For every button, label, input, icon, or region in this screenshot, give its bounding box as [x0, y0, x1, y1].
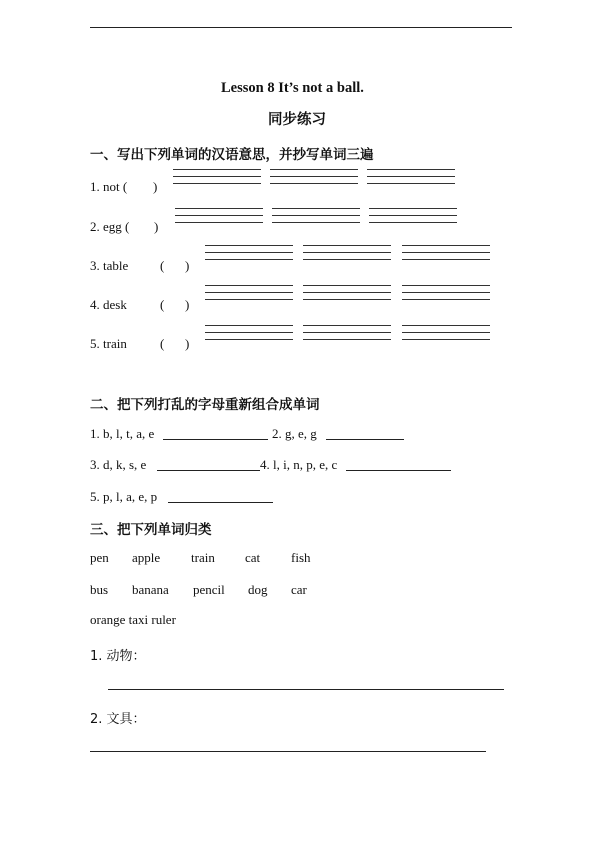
header-rule	[90, 27, 512, 28]
word-car: car	[291, 582, 307, 597]
page-subtitle: 同步练习	[268, 112, 326, 128]
scramble-1-answer-line[interactable]	[163, 439, 268, 440]
section-3-heading: 三、把下列单词归类	[90, 522, 212, 538]
word-pencil: pencil	[193, 582, 225, 597]
item-1-label: 1. not (	[90, 179, 128, 194]
item-3-open-paren: (	[160, 258, 165, 273]
copy-lines-3a[interactable]	[205, 245, 293, 266]
word-pen: pen	[90, 550, 109, 565]
scramble-4-letters: 4. l, i, n, p, e, c	[260, 457, 338, 472]
scramble-5-answer-line[interactable]	[168, 502, 273, 503]
copy-lines-3c[interactable]	[402, 245, 490, 266]
copy-lines-3b[interactable]	[303, 245, 391, 266]
word-bus: bus	[90, 582, 109, 597]
word-list-extra: orange taxi ruler	[90, 612, 176, 627]
section-1-heading: 一、写出下列单词的汉语意思，并抄写单词三遍	[90, 147, 374, 163]
word-banana: banana	[132, 582, 169, 597]
copy-lines-4a[interactable]	[205, 285, 293, 306]
copy-lines-5a[interactable]	[205, 325, 293, 346]
item-3-close-paren: )	[185, 258, 190, 273]
item-4-open-paren: (	[160, 297, 165, 312]
copy-lines-4c[interactable]	[402, 285, 490, 306]
word-dog: dog	[248, 582, 268, 597]
copy-lines-5c[interactable]	[402, 325, 490, 346]
item-5-label: 5. train	[90, 336, 127, 351]
scramble-2-answer-line[interactable]	[326, 439, 404, 440]
scramble-3-answer-line[interactable]	[157, 470, 260, 471]
scramble-3-letters: 3. d, k, s, e	[90, 457, 147, 472]
word-fish: fish	[291, 550, 311, 565]
item-5-open-paren: (	[160, 336, 165, 351]
item-3-label: 3. table	[90, 258, 129, 273]
copy-lines-1b[interactable]	[270, 169, 358, 190]
word-cat: cat	[245, 550, 261, 565]
category-stationery-label: 2. 文具：	[90, 712, 146, 727]
copy-lines-2c[interactable]	[369, 208, 457, 229]
item-4-close-paren: )	[185, 297, 190, 312]
word-train: train	[191, 550, 215, 565]
copy-lines-4b[interactable]	[303, 285, 391, 306]
copy-lines-1c[interactable]	[367, 169, 455, 190]
item-1-close-paren: )	[153, 179, 158, 194]
scramble-4-answer-line[interactable]	[346, 470, 451, 471]
item-5-close-paren: )	[185, 336, 190, 351]
category-animals-label: 1. 动物：	[90, 649, 146, 664]
item-2-label: 2. egg (	[90, 219, 130, 234]
copy-lines-1a[interactable]	[173, 169, 261, 190]
scramble-1-letters: 1. b, l, t, a, e	[90, 426, 155, 441]
copy-lines-2b[interactable]	[272, 208, 360, 229]
lesson-title: Lesson 8 It’s not a ball.	[221, 80, 364, 96]
scramble-5-letters: 5. p, l, a, e, p	[90, 489, 158, 504]
category-animals-answer-line[interactable]	[108, 689, 504, 690]
item-2-close-paren: )	[154, 219, 159, 234]
item-4-label: 4. desk	[90, 297, 127, 312]
copy-lines-5b[interactable]	[303, 325, 391, 346]
copy-lines-2a[interactable]	[175, 208, 263, 229]
category-stationery-answer-line[interactable]	[90, 751, 486, 752]
scramble-2-letters: 2. g, e, g	[272, 426, 317, 441]
word-apple: apple	[132, 550, 161, 565]
section-2-heading: 二、把下列打乱的字母重新组合成单词	[90, 397, 320, 413]
